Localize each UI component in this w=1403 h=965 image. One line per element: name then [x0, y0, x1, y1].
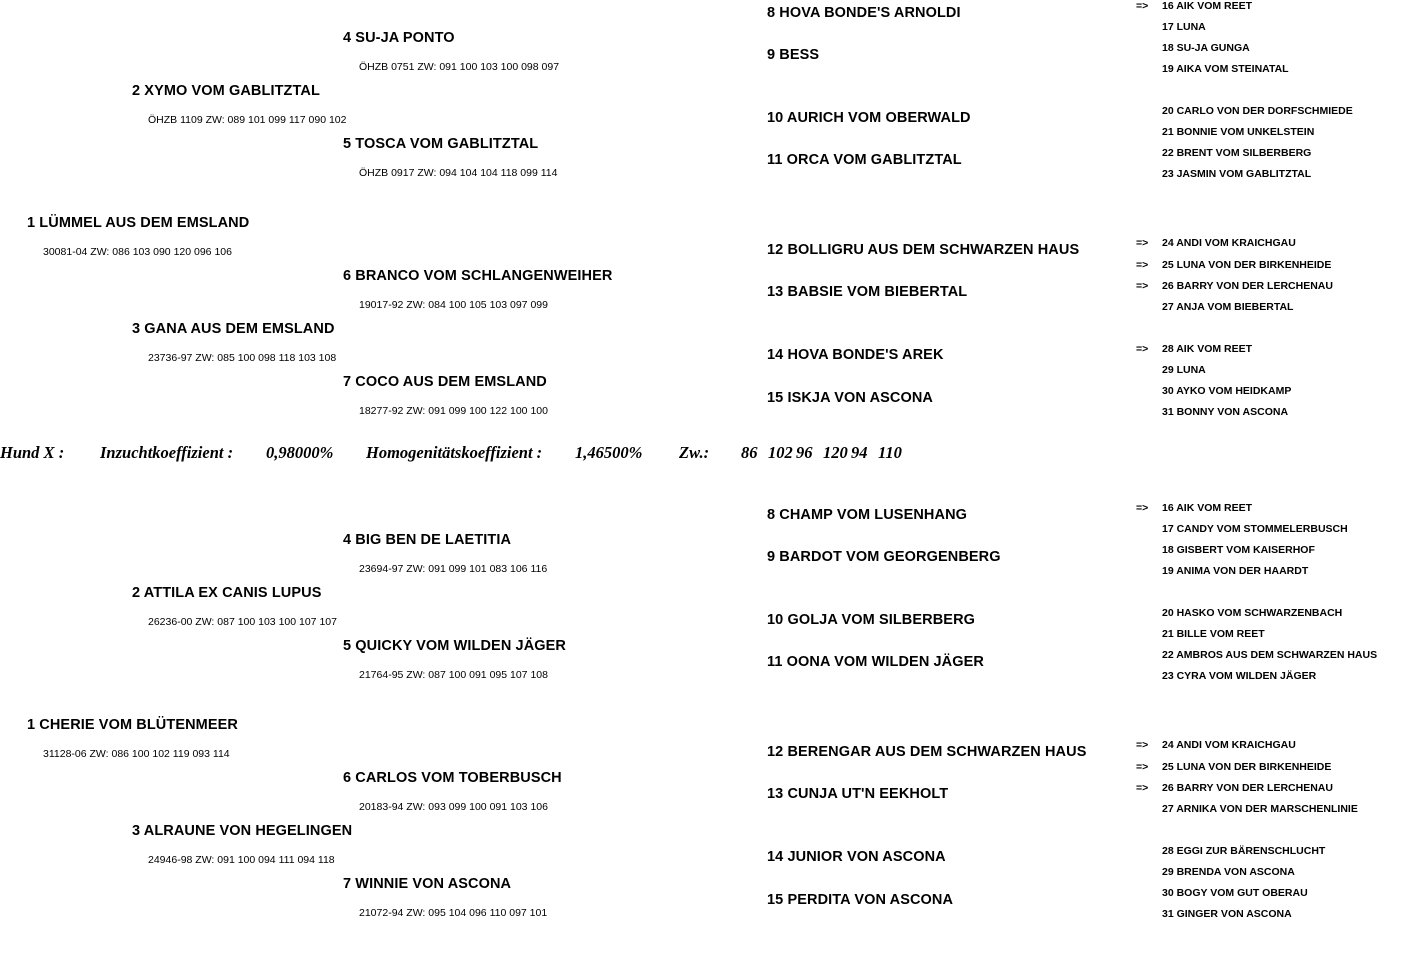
dog-name — [767, 5, 961, 21]
dog-name — [767, 390, 933, 406]
dog-name-text: 13 BABSIE VOM BIEBERTAL — [767, 284, 968, 300]
dog-name: 1 LÜMMEL AUS DEM EMSLAND — [27, 215, 250, 231]
dog-name — [767, 347, 944, 363]
ancestor-row — [1136, 168, 1311, 180]
repeat-marker: => — [1136, 259, 1149, 271]
ancestor-row — [1136, 565, 1308, 577]
ancestor-row — [1136, 607, 1342, 619]
ancestor-row — [1136, 544, 1315, 556]
dog-name: 4 BIG BEN DE LAETITIA — [343, 532, 512, 548]
dog-name-text: 14 JUNIOR VON ASCONA — [767, 849, 946, 865]
zw-value: 110 — [878, 443, 902, 462]
ancestor-row — [1136, 21, 1206, 33]
ancestor-row — [1136, 364, 1206, 376]
dog-registration: 20183-94 ZW: 093 099 100 091 103 106 — [359, 801, 548, 813]
dog-name — [767, 786, 948, 802]
ancestor-row — [1136, 42, 1250, 54]
homogeneity-value: 1,46500% — [575, 443, 643, 462]
dog-name: 29 BRENDA VON ASCONA — [1162, 866, 1295, 878]
pedigree-entry — [343, 268, 612, 311]
dog-name: 28 EGGI ZUR BÄRENSCHLUCHT — [1162, 845, 1326, 857]
pedigree-entry — [132, 585, 337, 628]
dog-registration: ÖHZB 1109 ZW: 089 101 099 117 090 102 — [148, 114, 347, 126]
ancestor-row — [1136, 259, 1331, 271]
repeat-marker: => — [1136, 0, 1149, 12]
dog-name: 23 CYRA VOM WILDEN JÄGER — [1162, 670, 1317, 682]
dog-name: 7 WINNIE VON ASCONA — [343, 876, 512, 892]
dog-name — [767, 47, 819, 63]
pedigree-entry — [343, 374, 548, 417]
dog-name: 4 SU-JA PONTO — [343, 30, 455, 46]
dog-registration: 21072-94 ZW: 095 104 096 110 097 101 — [359, 907, 548, 919]
ancestor-row — [1136, 523, 1348, 535]
pedigree-entry — [132, 321, 336, 364]
dog-name-text: 11 OONA VOM WILDEN JÄGER — [767, 654, 984, 670]
ancestor-row — [1136, 649, 1377, 661]
dog-name: 16 AIK VOM REET — [1162, 502, 1253, 514]
dog-name: 31 GINGER VON ASCONA — [1162, 908, 1292, 920]
dog-name — [767, 849, 946, 865]
dog-name — [767, 744, 1086, 760]
homogeneity-label: Homogenitätskoeffizient : — [366, 443, 543, 462]
repeat-marker: => — [1136, 782, 1149, 794]
dog-name-text: 10 GOLJA VOM SILBERBERG — [767, 612, 976, 628]
dog-name: 24 ANDI VOM KRAICHGAU — [1162, 739, 1296, 751]
dog-registration: 24946-98 ZW: 091 100 094 111 094 118 — [148, 854, 335, 866]
dog-name: 7 COCO AUS DEM EMSLAND — [343, 374, 547, 390]
dog-name: 18 GISBERT VOM KAISERHOF — [1162, 544, 1315, 556]
pedigree-entry — [27, 215, 249, 258]
repeat-marker: => — [1136, 237, 1149, 249]
repeat-marker: => — [1136, 343, 1149, 355]
ancestor-row — [1136, 343, 1252, 355]
pedigree-entry — [343, 30, 559, 73]
inbreeding-summary — [0, 443, 906, 463]
inbreeding-label: Inzuchtkoeffizient : — [100, 443, 234, 462]
dog-name: 2 ATTILA EX CANIS LUPUS — [132, 585, 322, 601]
dog-name-text: 11 ORCA VOM GABLITZTAL — [767, 152, 962, 168]
zw-value: 86 — [741, 443, 758, 462]
dog-name: 21 BILLE VOM REET — [1162, 628, 1265, 640]
dog-name: 23 JASMIN VOM GABLITZTAL — [1162, 168, 1312, 180]
ancestor-row — [1136, 280, 1333, 292]
zw-value: 120 — [823, 443, 848, 462]
dog-name — [767, 549, 1001, 565]
dog-name — [767, 242, 1079, 258]
dog-name-text: 8 HOVA BONDE'S ARNOLDI — [767, 5, 961, 21]
dog-registration: ÖHZB 0917 ZW: 094 104 104 118 099 114 — [359, 167, 558, 179]
pedigree-entry — [343, 638, 566, 681]
dog-name: 20 HASKO VOM SCHWARZENBACH — [1162, 607, 1343, 619]
pedigree-entry — [132, 83, 346, 126]
dog-name: 19 AIKA VOM STEINATAL — [1162, 63, 1289, 75]
dog-name — [767, 654, 984, 670]
dog-name: 27 ANJA VOM BIEBERTAL — [1162, 301, 1294, 313]
ancestor-row — [1136, 105, 1353, 117]
dog-name — [767, 892, 953, 908]
dog-name: 5 QUICKY VOM WILDEN JÄGER — [343, 638, 566, 654]
dog-registration: 30081-04 ZW: 086 103 090 120 096 106 — [43, 246, 232, 258]
dog-name: 25 LUNA VON DER BIRKENHEIDE — [1162, 761, 1332, 773]
dog-name: 6 BRANCO VOM SCHLANGENWEIHER — [343, 268, 613, 284]
dog-name: 22 AMBROS AUS DEM SCHWARZEN HAUS — [1162, 649, 1378, 661]
dog-registration: 26236-00 ZW: 087 100 103 100 107 107 — [148, 616, 337, 628]
pedigree-bottom — [0, 502, 1403, 965]
zw-value: 96 — [796, 443, 813, 462]
dog-name: 17 LUNA — [1162, 21, 1206, 33]
dog-name-text: 13 CUNJA UT'N EEKHOLT — [767, 786, 949, 802]
dog-name-text: 8 CHAMP VOM LUSENHANG — [767, 507, 968, 523]
inbreeding-value: 0,98000% — [266, 443, 334, 462]
zw-label: Zw.: — [679, 443, 710, 462]
dog-registration: 23694-97 ZW: 091 099 101 083 106 116 — [359, 563, 548, 575]
ancestor-row — [1136, 237, 1296, 249]
ancestor-row — [1136, 502, 1252, 514]
ancestor-row — [1136, 147, 1311, 159]
pedigree-entry — [343, 770, 562, 813]
dog-registration: 23736-97 ZW: 085 100 098 118 103 108 — [148, 352, 337, 364]
dog-registration: ÖHZB 0751 ZW: 091 100 103 100 098 097 — [359, 61, 560, 73]
repeat-marker: => — [1136, 502, 1149, 514]
dog-name — [767, 612, 975, 628]
dog-name: 3 ALRAUNE VON HEGELINGEN — [132, 823, 353, 839]
dog-name: 24 ANDI VOM KRAICHGAU — [1162, 237, 1296, 249]
pedigree-entry — [132, 823, 352, 866]
dog-registration: 18277-92 ZW: 091 099 100 122 100 100 — [359, 405, 548, 417]
ancestor-row — [1136, 782, 1333, 794]
dog-name-text: 12 BOLLIGRU AUS DEM SCHWARZEN HAUS — [767, 242, 1080, 258]
ancestor-row — [1136, 908, 1292, 920]
dog-name: 26 BARRY VON DER LERCHENAU — [1162, 782, 1333, 794]
dog-name: 3 GANA AUS DEM EMSLAND — [132, 321, 335, 337]
dog-name — [767, 507, 967, 523]
ancestor-row — [1136, 670, 1316, 682]
dog-name: 19 ANIMA VON DER HAARDT — [1162, 565, 1309, 577]
dog-label: Hund X : — [0, 443, 65, 462]
dog-name-text: 12 BERENGAR AUS DEM SCHWARZEN HAUS — [767, 744, 1087, 760]
ancestor-row — [1136, 866, 1295, 878]
dog-name: 26 BARRY VON DER LERCHENAU — [1162, 280, 1333, 292]
ancestor-row — [1136, 301, 1293, 313]
dog-name-text: 14 HOVA BONDE'S AREK — [767, 347, 944, 363]
ancestor-row — [1136, 803, 1358, 815]
dog-name: 16 AIK VOM REET — [1162, 0, 1253, 12]
dog-name — [767, 284, 967, 300]
dog-name: 2 XYMO VOM GABLITZTAL — [132, 83, 320, 99]
pedigree-entry — [343, 532, 547, 575]
dog-name: 6 CARLOS VOM TOBERBUSCH — [343, 770, 562, 786]
ancestor-row — [1136, 845, 1325, 857]
dog-registration: 21764-95 ZW: 087 100 091 095 107 108 — [359, 669, 548, 681]
dog-registration: 19017-92 ZW: 084 100 105 103 097 099 — [359, 299, 548, 311]
zw-value: 102 — [768, 443, 793, 462]
dog-name-text: 15 PERDITA VON ASCONA — [767, 892, 954, 908]
dog-name-text: 15 ISKJA VON ASCONA — [767, 390, 934, 406]
pedigree-entry — [343, 136, 557, 179]
pedigree-entry — [27, 717, 238, 760]
zw-value: 94 — [851, 443, 868, 462]
ancestor-row — [1136, 0, 1252, 12]
repeat-marker: => — [1136, 739, 1149, 751]
dog-name: 1 CHERIE VOM BLÜTENMEER — [27, 717, 238, 733]
repeat-marker: => — [1136, 280, 1149, 292]
dog-name: 17 CANDY VOM STOMMELERBUSCH — [1162, 523, 1348, 535]
dog-name-text: 10 AURICH VOM OBERWALD — [767, 110, 971, 126]
ancestor-row — [1136, 126, 1314, 138]
ancestor-row — [1136, 385, 1291, 397]
dog-name: 5 TOSCA VOM GABLITZTAL — [343, 136, 539, 152]
dog-name: 28 AIK VOM REET — [1162, 343, 1253, 355]
dog-name: 18 SU-JA GUNGA — [1162, 42, 1250, 54]
dog-name: 22 BRENT VOM SILBERBERG — [1162, 147, 1312, 159]
dog-name: 30 BOGY VOM GUT OBERAU — [1162, 887, 1308, 899]
ancestor-row — [1136, 406, 1288, 418]
dog-name-text: 9 BARDOT VOM GEORGENBERG — [767, 549, 1001, 565]
ancestor-row — [1136, 628, 1265, 640]
dog-name — [767, 110, 971, 126]
pedigree-top — [0, 0, 1403, 463]
ancestor-row — [1136, 739, 1296, 751]
ancestor-row — [1136, 63, 1289, 75]
dog-name: 21 BONNIE VOM UNKELSTEIN — [1162, 126, 1315, 138]
dog-name-text: 9 BESS — [767, 47, 820, 63]
pedigree-entry — [343, 876, 547, 919]
dog-name: 29 LUNA — [1162, 364, 1206, 376]
ancestor-row — [1136, 761, 1331, 773]
dog-name: 25 LUNA VON DER BIRKENHEIDE — [1162, 259, 1332, 271]
dog-name: 27 ARNIKA VON DER MARSCHENLINIE — [1162, 803, 1358, 815]
dog-registration: 31128-06 ZW: 086 100 102 119 093 114 — [43, 748, 230, 760]
ancestor-row — [1136, 887, 1308, 899]
dog-name: 31 BONNY VON ASCONA — [1162, 406, 1289, 418]
repeat-marker: => — [1136, 761, 1149, 773]
dog-name: 30 AYKO VOM HEIDKAMP — [1162, 385, 1292, 397]
dog-name: 20 CARLO VON DER DORFSCHMIEDE — [1162, 105, 1353, 117]
dog-name — [767, 152, 962, 168]
